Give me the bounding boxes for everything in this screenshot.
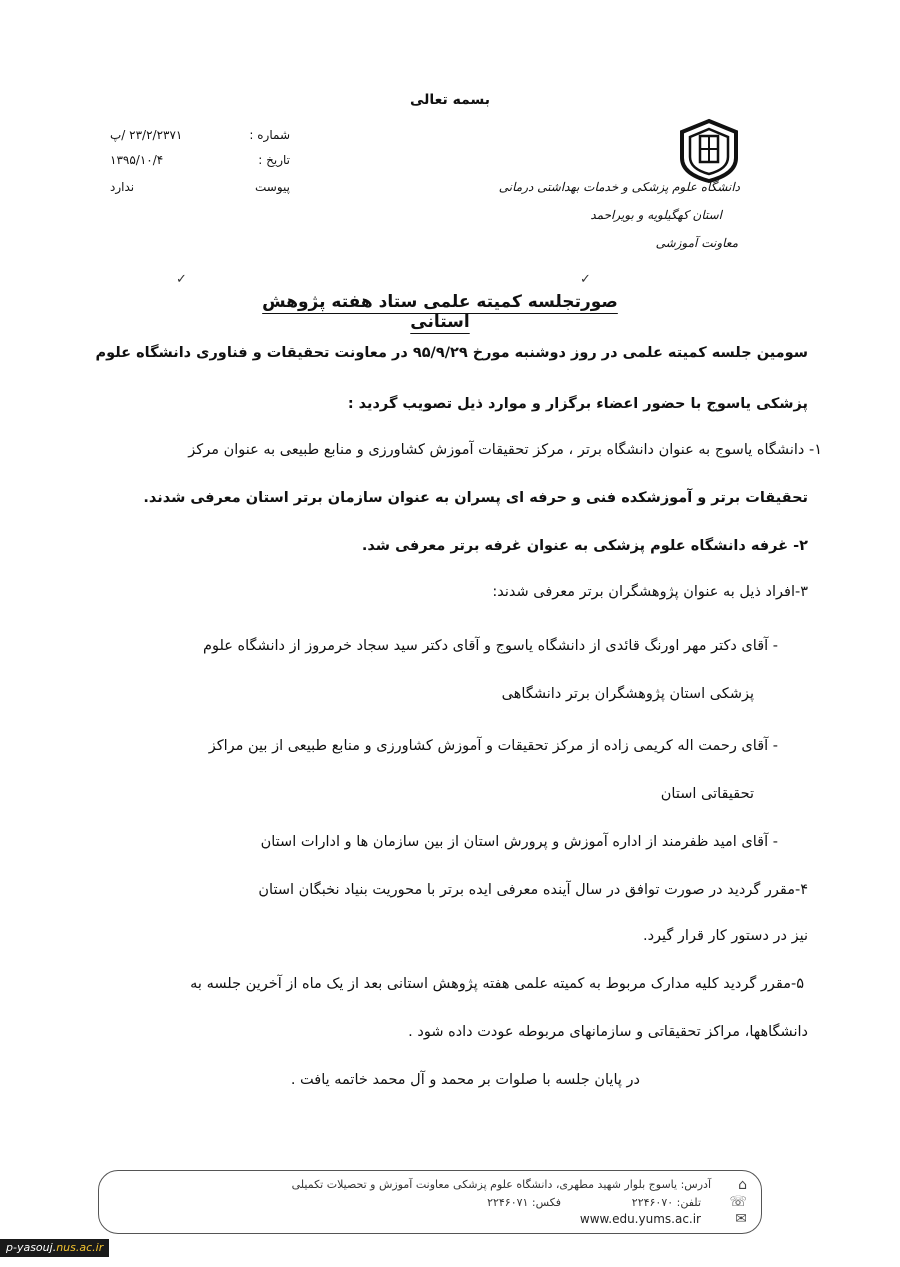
org-province-name: استان کهگیلویه و بویراحمد [590,208,722,222]
item-3: ۳-افراد ذیل به عنوان پژوهشگران برتر معرفی شدند: [492,584,808,600]
letter-number-value: ۲۳/۲/۲۳۷۱ /پ [110,128,183,142]
item-4-line-1: ۴-مقرر گردید در صورت توافق در سال آینده معرفی ایده برتر با محوریت بنیاد نخبگان استان [258,882,808,898]
attachment-value: ندارد [110,180,135,194]
footer-fax: فکس: ۲۲۴۶۰۷۱ [487,1196,561,1209]
footer-contact-box [98,1170,762,1234]
bullet-2-line-1: - آقای رحمت اله کریمی زاده از مرکز تحقیقات و آموزش کشاورزی و منابع طبیعی از بین مراکز [208,738,778,754]
watermark-prefix: p-yasouj. [6,1241,57,1254]
item-5-line-1: ۵-مقرر گردید کلیه مدارک مربوط به کمیته علمی هفته پژوهش استانی بعد از یک ماه از آخرین جلسه به [190,976,804,992]
source-watermark [0,1239,109,1257]
letter-number-row [80,128,290,150]
bullet-1-line-1: - آقای دکتر مهر اورنگ قائدی از دانشگاه یاسوج و آقای دکتر سید سجاد خرمروز از دانشگاه علوم [202,638,778,654]
closing-line: در پایان جلسه با صلوات بر محمد و آل محمد خاتمه یافت . [290,1072,640,1088]
watermark-domain: nus.ac.ir [56,1241,104,1254]
check-mark-icon: ✓ [176,272,187,287]
letter-number-label: شماره : [249,128,290,142]
org-department-name: معاونت آموزشی [655,236,738,250]
bullet-3: - آقای امید ظفرمند از اداره آموزش و پرورش استان از بین سازمان ها و ادارات استان [260,834,778,850]
item-1-line-1: ۱- دانشگاه یاسوج به عنوان دانشگاه برتر ، مرکز تحقیقات آموزش کشاورزی و منابع طبیعی به عنوان مرکز [188,442,822,458]
item-1-line-2: تحقیقات برتر و آموزشکده فنی و حرفه ای پسران به عنوان سازمان برتر استان معرفی شدند. [143,490,808,506]
letter-date-row [80,153,290,175]
intro-line-2: پزشکی یاسوج با حضور اعضاء برگزار و موارد ذیل تصویب گردید : [347,396,808,412]
letter-date-label: تاریخ : [258,153,290,167]
check-mark-icon: ✓ [580,272,591,287]
item-5-line-2: دانشگاهها، مراکز تحقیقاتی و سازمانهای مربوطه عودت داده شود . [408,1024,808,1040]
document-title: صورتجلسه کمیته علمی ستاد هفته پژوهش استانی [262,292,618,332]
letter-date-value: ۱۳۹۵/۱۰/۴ [110,153,164,167]
bullet-1-line-2: پزشکی استان پژوهشگران برتر دانشگاهی [501,686,754,702]
phone-icon: ☏ [729,1194,747,1210]
org-university-name: دانشگاه علوم پزشکی و خدمات بهداشتی درمانی [498,180,740,194]
item-4-line-2: نیز در دستور کار قرار گیرد. [642,928,808,944]
bismillah-heading: بسمه تعالی [409,92,491,108]
location-icon: ⌂ [738,1177,747,1193]
bullet-2-line-2: تحقیقاتی استان [660,786,754,802]
attachment-row [80,180,290,202]
university-logo-icon [676,118,742,184]
mail-icon: ✉ [735,1211,747,1227]
footer-website-link[interactable]: www.edu.yums.ac.ir [579,1212,701,1226]
item-2: ۲- غرفه دانشگاه علوم پزشکی به عنوان غرفه برتر معرفی شد. [361,538,808,554]
intro-line-1: سومین جلسه کمیته علمی در روز دوشنبه مورخ ۹۵/۹/۲۹ در معاونت تحقیقات و فناوری دانشگاه علوم [95,345,808,361]
attachment-label: پیوست [255,180,290,194]
footer-phone: تلفن: ۲۲۴۶۰۷۰ [631,1196,701,1209]
footer-address: آدرس: یاسوج بلوار شهید مطهری، دانشگاه علوم پزشکی معاونت آموزش و تحصیلات تکمیلی [291,1178,711,1191]
